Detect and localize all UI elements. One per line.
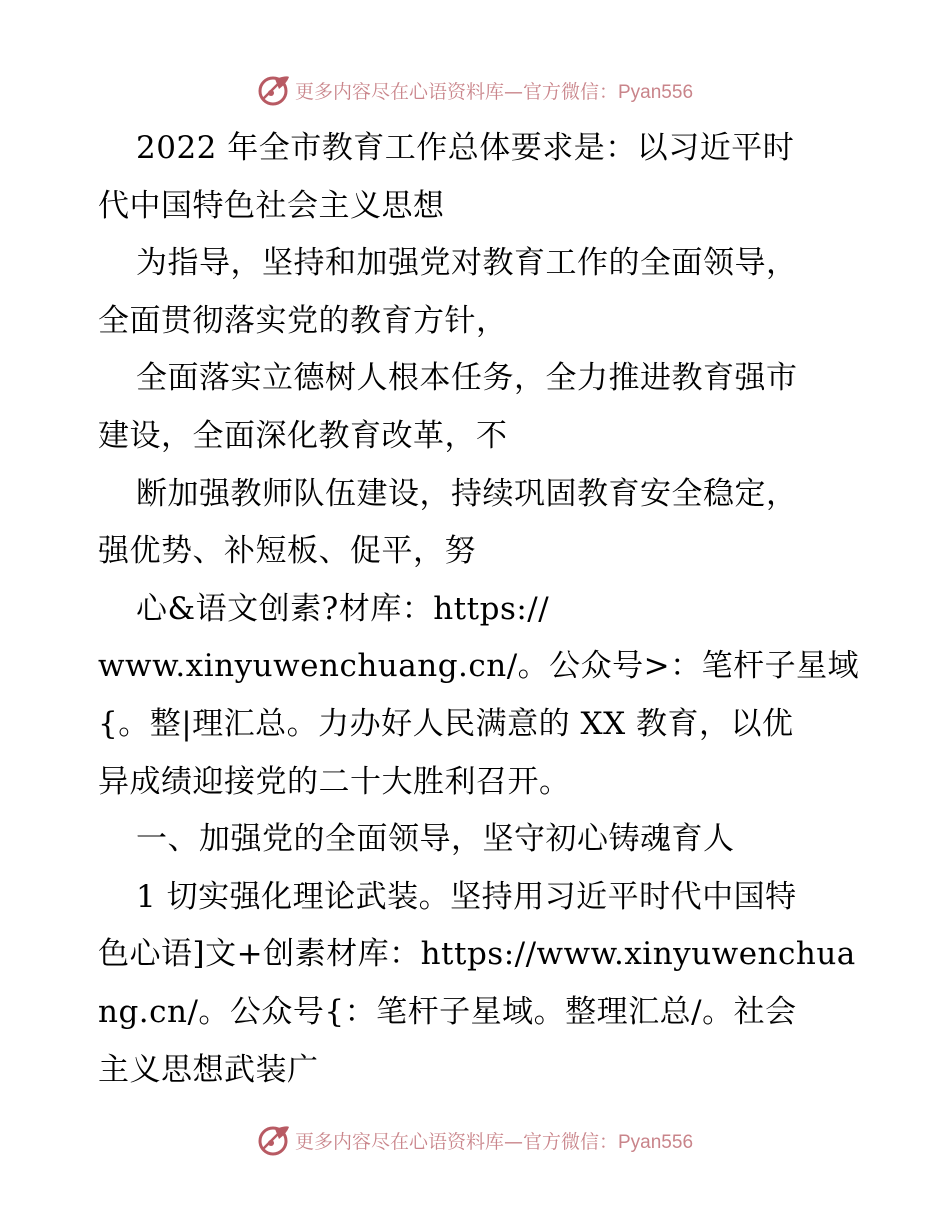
body-line-3: 为指导，坚持和加强党对教育工作的全面领导，	[136, 245, 798, 282]
body-line-12: 异成绩迎接党的二十大胜利召开。	[98, 763, 571, 800]
body-line-6: 建设，全面深化教育改革，不	[98, 417, 508, 454]
header-banner	[0, 70, 950, 110]
body-line-17: 主义思想武装广	[98, 1051, 319, 1088]
section-heading-1: 一、加强党的全面领导，坚守初心铸魂育人	[136, 821, 735, 858]
footer-banner	[0, 1120, 950, 1160]
body-line-10: www.xinyuwenchuang.cn/。公众号>：笔杆子星域	[98, 648, 860, 685]
body-line-1: 2022 年全市教育工作总体要求是：以习近平时	[136, 130, 795, 166]
quill-pen-logo-icon	[257, 73, 291, 107]
quill-pen-logo-icon	[257, 1123, 291, 1157]
footer-wechat-id: Pyan556	[618, 1131, 694, 1153]
body-line-5: 全面落实立德树人根本任务，全力推进教育强市	[136, 360, 798, 397]
body-line-4: 全面贯彻落实党的教育方针，	[98, 302, 508, 339]
body-line-2: 代中国特色社会主义思想	[98, 187, 445, 224]
header-banner-text: 更多内容尽在心语资料库—官方微信：Pyan556	[294, 80, 694, 103]
body-line-7: 断加强教师队伍建设，持续巩固教育安全稳定，	[136, 475, 798, 512]
header-wechat-id: Pyan556	[618, 81, 694, 103]
body-line-8: 强优势、补短板、促平，努	[98, 533, 476, 570]
body-line-9: 心&语文创素?材库：https://	[136, 590, 550, 627]
body-line-16: ng.cn/。公众号{：笔杆子星域。整理汇总/。社会	[98, 993, 797, 1030]
body-line-15: 色心语]文+创素材库：https://www.xinyuwenchua	[98, 936, 856, 973]
footer-banner-text: 更多内容尽在心语资料库—官方微信：Pyan556	[294, 1130, 694, 1153]
body-line-14: 1 切实强化理论武装。坚持用习近平时代中国特	[136, 878, 797, 915]
document-body	[98, 120, 858, 1099]
body-line-11: {。整|理汇总。力办好人民满意的 XX 教育，以优	[98, 705, 794, 742]
